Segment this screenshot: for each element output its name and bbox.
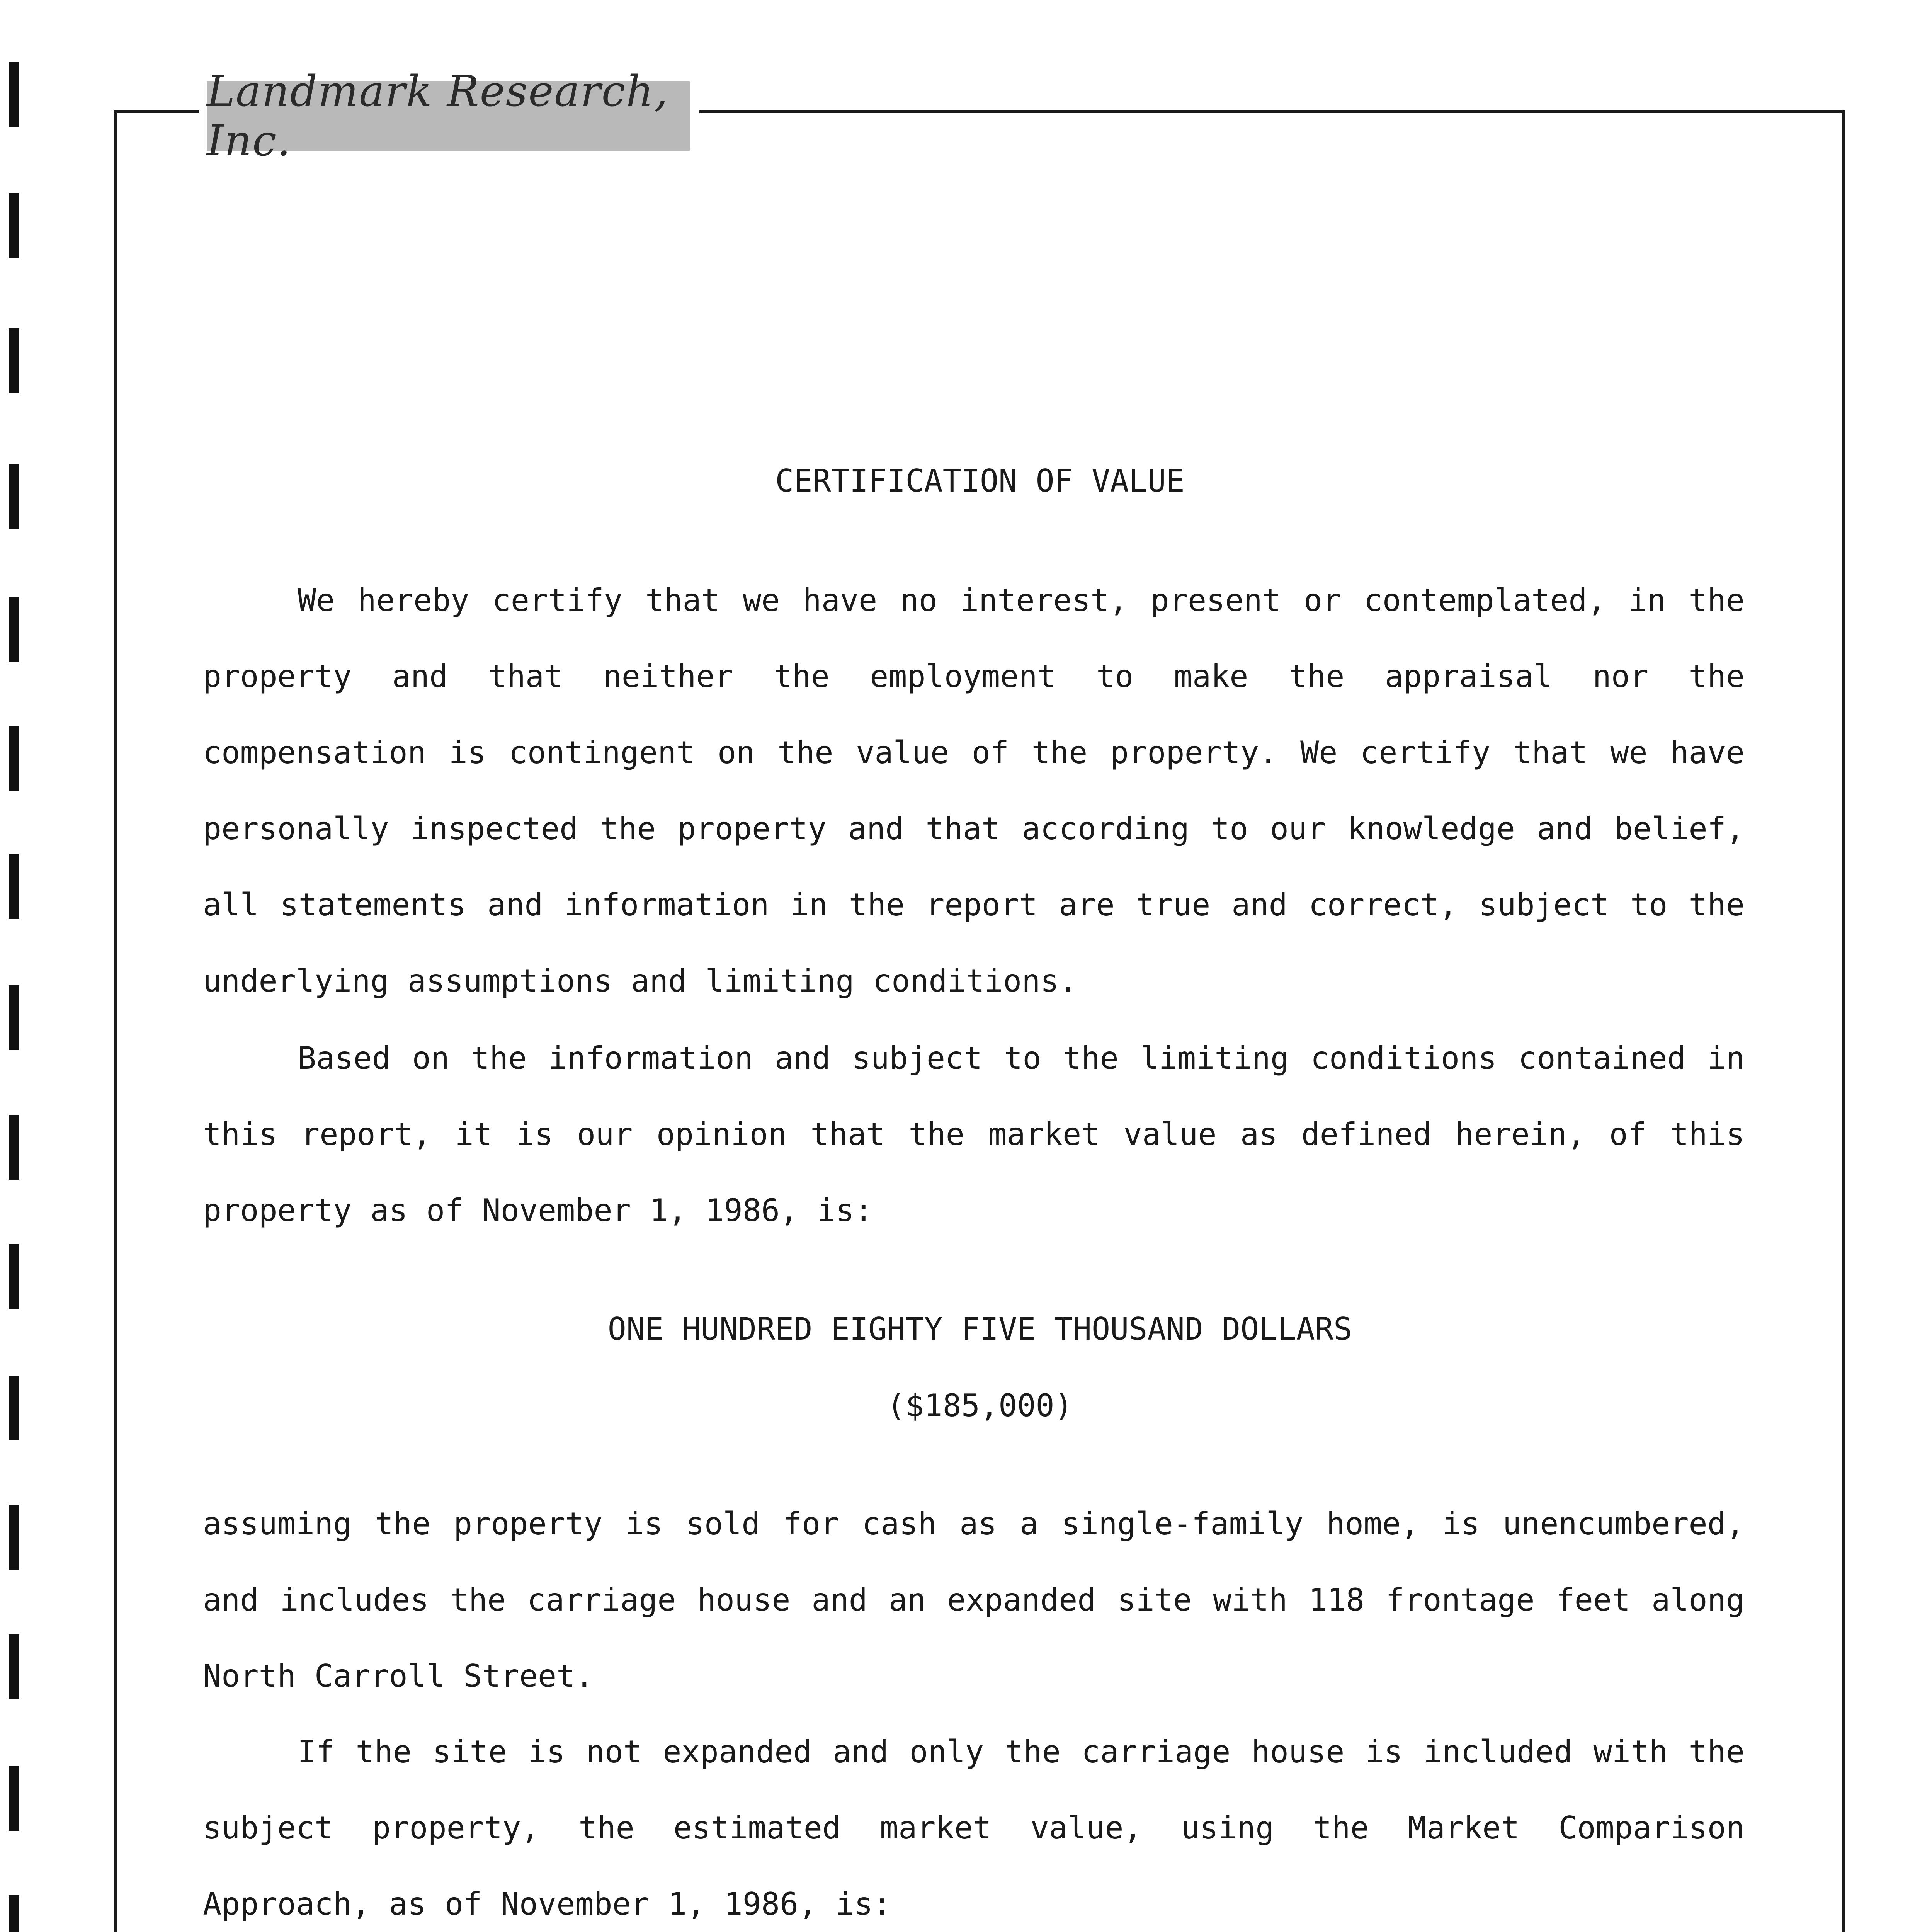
binder-mark	[9, 62, 19, 127]
binder-mark	[9, 1895, 19, 1932]
binder-mark	[9, 1634, 19, 1699]
binder-mark	[9, 1244, 19, 1309]
binder-mark	[9, 726, 19, 791]
frame-border-left	[114, 110, 117, 1932]
binder-mark	[9, 1766, 19, 1831]
binder-mark	[9, 193, 19, 258]
binder-mark	[9, 854, 19, 919]
binder-mark	[9, 1505, 19, 1570]
company-logo	[207, 66, 690, 165]
value-1-figure: ($185,000)	[887, 1388, 1073, 1423]
binder-mark	[9, 328, 19, 393]
frame-border-top-right	[699, 110, 1845, 113]
binder-mark	[9, 597, 19, 662]
frame-border-top-left	[114, 110, 199, 113]
company-logo-text: Landmark Research, Inc.	[207, 66, 669, 165]
alternative-value-paragraph: If the site is not expanded and only the carriage house is included with the subject property, the estimated market value, using the Market Comparison Approach, as of November 1, 1986, is:	[203, 1734, 1745, 1922]
assumption-paragraph: assuming the property is sold for cash as a single-family home, is unencumbered, and includes the carriage house and an expanded site with 118 frontage feet along North Carroll Street.	[203, 1506, 1745, 1694]
value-1-words: ONE HUNDRED EIGHTY FIVE THOUSAND DOLLARS	[607, 1311, 1352, 1347]
opinion-paragraph: Based on the information and subject to the limiting conditions contained in this report, it is our opinion that the market value as defined herein, of this property as of November 1, 1986, is:	[203, 1040, 1745, 1228]
binder-mark	[9, 985, 19, 1050]
frame-border-right	[1842, 110, 1845, 1932]
binder-mark	[9, 1115, 19, 1180]
certification-paragraph: We hereby certify that we have no interest, present or contemplated, in the property and that neither the employment to make the appraisal nor the compensation is contingent on the value of the property. We certify that we have personally inspected the property and that according to our knowledge and belief, all statements and information in the report are true and correct, subject to the underlying assumptions and limiting conditions.	[203, 582, 1745, 999]
document-title: CERTIFICATION OF VALUE	[775, 463, 1185, 499]
